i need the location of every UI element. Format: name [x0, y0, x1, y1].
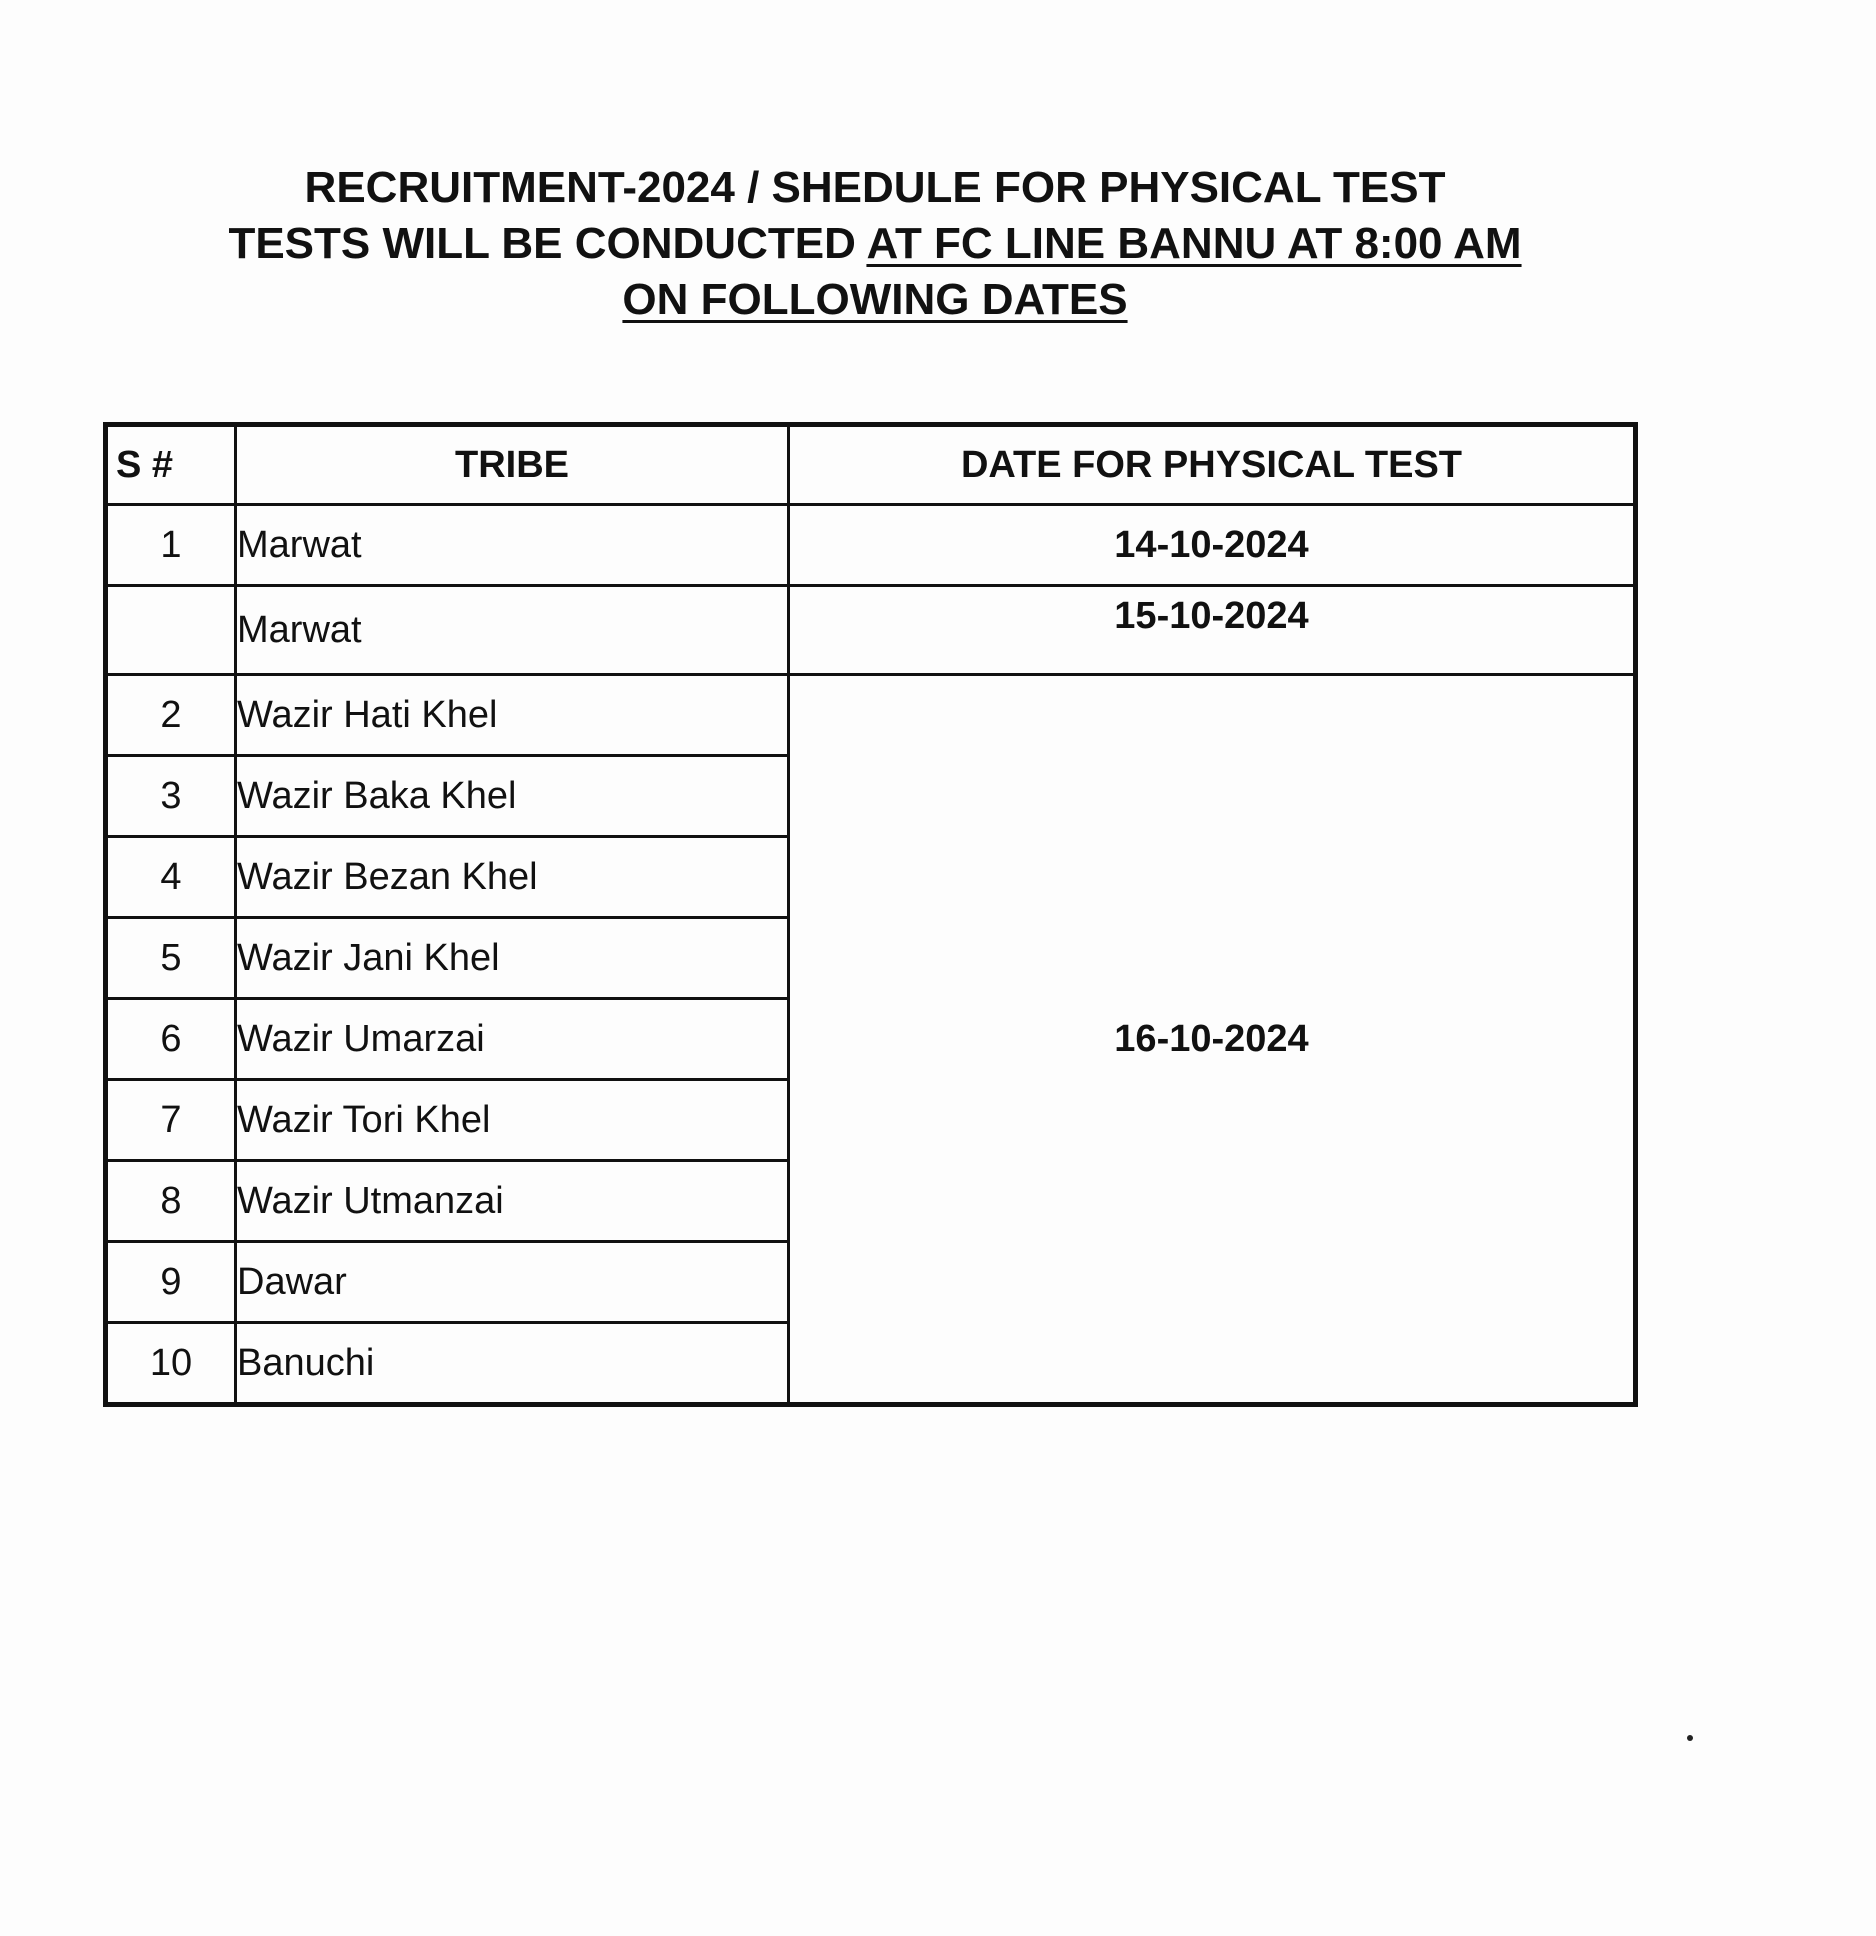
cell-tribe: Dawar	[236, 1242, 789, 1323]
cell-sno: 10	[106, 1323, 236, 1405]
cell-tribe: Marwat	[236, 505, 789, 586]
cell-date: 15-10-2024	[789, 586, 1636, 675]
column-header-sno: S #	[106, 425, 236, 505]
table-row	[106, 505, 1636, 586]
schedule-table	[103, 422, 1638, 1407]
cell-sno: 2	[106, 675, 236, 756]
cell-tribe: Wazir Umarzai	[236, 999, 789, 1080]
cell-sno: 1	[106, 505, 236, 586]
cell-tribe: Wazir Utmanzai	[236, 1161, 789, 1242]
table-header-row	[106, 425, 1636, 505]
table-row	[106, 675, 1636, 756]
cell-tribe: Wazir Jani Khel	[236, 918, 789, 999]
cell-date-merged: 16-10-2024	[789, 675, 1636, 1405]
document-header	[0, 160, 1750, 328]
cell-sno: 9	[106, 1242, 236, 1323]
cell-tribe: Wazir Hati Khel	[236, 675, 789, 756]
cell-sno: 5	[106, 918, 236, 999]
header-venue-line	[0, 216, 1750, 272]
cell-sno: 8	[106, 1161, 236, 1242]
header-venue-prefix: TESTS WILL BE CONDUCTED	[228, 219, 867, 268]
scan-speck	[1687, 1735, 1693, 1741]
column-header-tribe: TRIBE	[236, 425, 789, 505]
header-title: RECRUITMENT-2024 / SHEDULE FOR PHYSICAL TEST	[304, 163, 1446, 212]
cell-tribe: Wazir Tori Khel	[236, 1080, 789, 1161]
cell-sno: 6	[106, 999, 236, 1080]
cell-tribe: Marwat	[236, 586, 789, 675]
header-venue-location: AT FC LINE BANNU AT 8:00 AM	[866, 219, 1522, 268]
cell-tribe: Wazir Baka Khel	[236, 756, 789, 837]
cell-sno: 4	[106, 837, 236, 918]
cell-date: 14-10-2024	[789, 505, 1636, 586]
column-header-date: DATE FOR PHYSICAL TEST	[789, 425, 1636, 505]
header-dates-line: ON FOLLOWING DATES	[622, 275, 1128, 324]
cell-sno: 7	[106, 1080, 236, 1161]
cell-tribe: Wazir Bezan Khel	[236, 837, 789, 918]
cell-sno	[106, 586, 236, 675]
cell-sno: 3	[106, 756, 236, 837]
cell-tribe: Banuchi	[236, 1323, 789, 1405]
table-row	[106, 586, 1636, 675]
